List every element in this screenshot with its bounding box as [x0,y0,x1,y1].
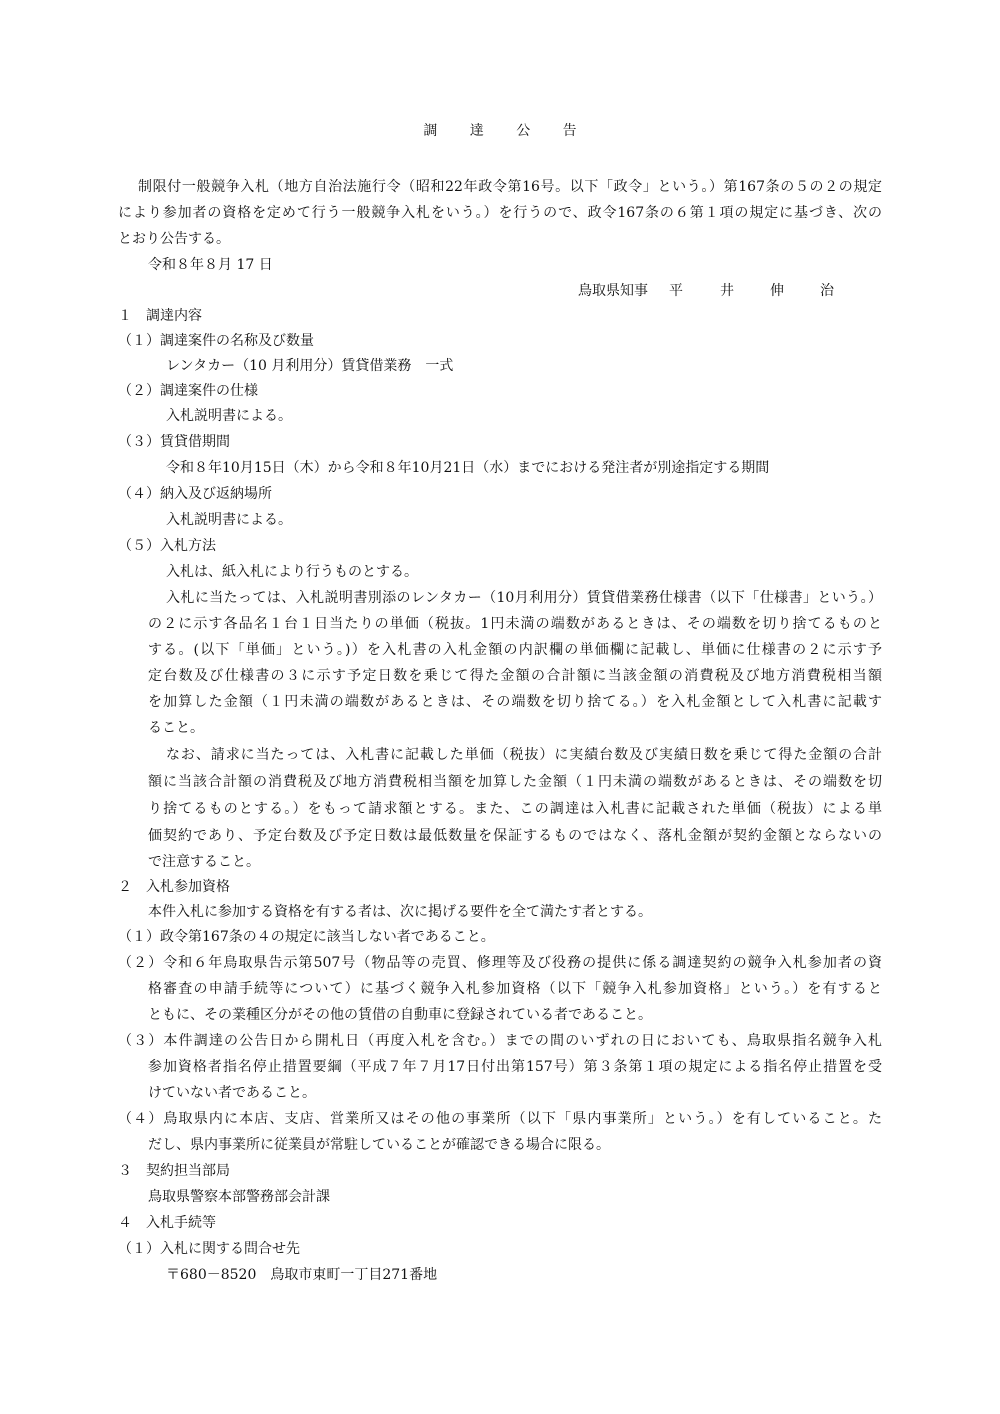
s1-item-5-para-3-line: 価契約であり、予定台数及び予定日数は最低数量を保証するものではなく、落札金額が契約金額とならないの [148,828,882,844]
s1-item-4-heading: （４）納入及び返納場所 [118,486,272,502]
s1-item-5-heading: （５）入札方法 [118,538,216,554]
s1-item-3-text: 令和８年10月15日（木）から令和８年10月21日（水）までにおける発注者が別途指定する期間 [166,460,770,476]
s3-text: 鳥取県警察本部警務部会計課 [148,1189,330,1205]
s1-item-1-heading: （１）調達案件の名称及び数量 [118,333,314,349]
s2-item-2-line: ともに、その業種区分がその他の賃借の自動車に登録されている者であること。 [148,1007,652,1023]
intro-line-2: により参加者の資格を定めて行う一般競争入札をいう。）を行うので、政令167条の６第１項の規定に基づき、次の [118,205,882,221]
s1-item-2-text: 入札説明書による。 [166,408,292,424]
s2-item-1: （１）政令第167条の４の規定に該当しない者であること。 [118,929,495,945]
s4-item-1-heading: （１）入札に関する問合せ先 [118,1241,300,1257]
s2-item-3-line: （３）本件調達の公告日から開札日（再度入札を含む。）までの間のいずれの日においても、鳥取県指名競争入札 [118,1033,882,1049]
s2-item-3-line: 参加資格者指名停止措置要綱（平成７年７月17日付出第157号）第３条第１項の規定による指名停止措置を受 [148,1059,882,1075]
s4-item-1-text: 〒680－8520 鳥取市東町一丁目271番地 [166,1267,438,1283]
s1-item-4-text: 入札説明書による。 [166,512,292,528]
issuer-name-4: 治 [820,283,834,299]
s1-item-5-para-2-line: の２に示す各品名１台１日当たりの単価（税抜。1円未満の端数があるときは、その端数を切り捨てるものと [148,616,882,632]
s2-item-4-line: だし、県内事業所に従業員が常駐していることが確認できる場合に限る。 [148,1137,610,1153]
s2-item-2-line: （２）令和６年鳥取県告示第507号（物品等の売買、修理等及び役務の提供に係る調達契約の競争入札参加者の資 [118,955,882,971]
document-title: 調 達 公 告 [423,123,591,139]
notice-date: 令和８年８月 17 日 [148,257,273,273]
s1-item-2-heading: （２）調達案件の仕様 [118,383,258,399]
intro-line-1: 制限付一般競争入札（地方自治法施行令（昭和22年政令第16号。以下「政令」という。）第167条の５の２の規定 [138,179,882,195]
issuer-office: 鳥取県知事 [578,283,648,299]
s1-item-5-para-3-line: で注意すること。 [148,854,260,870]
s2-lead: 本件入札に参加する資格を有する者は、次に掲げる要件を全て満たす者とする。 [148,904,652,920]
s1-item-5-para-2-line: を加算した金額（１円未満の端数があるときは、その端数を切り捨てる。）を入札金額として入札書に記載す [148,694,882,710]
issuer-name-2: 井 [720,283,734,299]
s1-item-5-para-2-line: 定台数及び仕様書の３に示す予定日数を乗じて得た金額の合計額に当該金額の消費税及び地方消費税相当額 [148,668,882,684]
s1-item-1-text: レンタカー（10 月利用分）賃貸借業務 一式 [166,358,454,374]
section-2-heading: ２ 入札参加資格 [118,879,230,895]
section-1-heading: １ 調達内容 [118,308,202,324]
section-3-heading: ３ 契約担当部局 [118,1163,230,1179]
s1-item-5-para-2-line: する。(以下「単価」という。)）を入札書の入札金額の内訳欄の単価欄に記載し、単価に仕様書の２に示す予 [148,642,882,658]
s1-item-5-para-2-line: 入札に当たっては、入札説明書別添のレンタカー（10月利用分）賃貸借業務仕様書（以下「仕様書」という。） [166,590,882,606]
intro-line-3: とおり公告する。 [118,231,230,247]
s1-item-3-heading: （３）賃貸借期間 [118,434,230,450]
s2-item-3-line: けていない者であること。 [148,1085,316,1101]
s1-item-5-para-3-line: なお、請求に当たっては、入札書に記載した単価（税抜）に実績台数及び実績日数を乗じて得た金額の合計 [166,747,882,763]
issuer-name-1: 平 [669,283,683,299]
issuer-name-3: 伸 [770,283,784,299]
section-4-heading: ４ 入札手続等 [118,1215,216,1231]
s1-item-5-para-3-line: り捨てるものとする。）をもって請求額とする。また、この調達は入札書に記載された単価（税抜）による単 [148,801,882,817]
s1-item-5-para-2-line: ること。 [148,720,204,736]
s2-item-4-line: （４）鳥取県内に本店、支店、営業所又はその他の事業所（以下「県内事業所」という。）を有していること。た [118,1111,882,1127]
s1-item-5-para-3-line: 額に当該合計額の消費税及び地方消費税相当額を加算した金額（１円未満の端数があるときは、その端数を切 [148,774,882,790]
s1-item-5-para-1: 入札は、紙入札により行うものとする。 [166,564,418,580]
s2-item-2-line: 格審査の申請手続等について）に基づく競争入札参加資格（以下「競争入札参加資格」という。）を有すると [148,981,882,997]
